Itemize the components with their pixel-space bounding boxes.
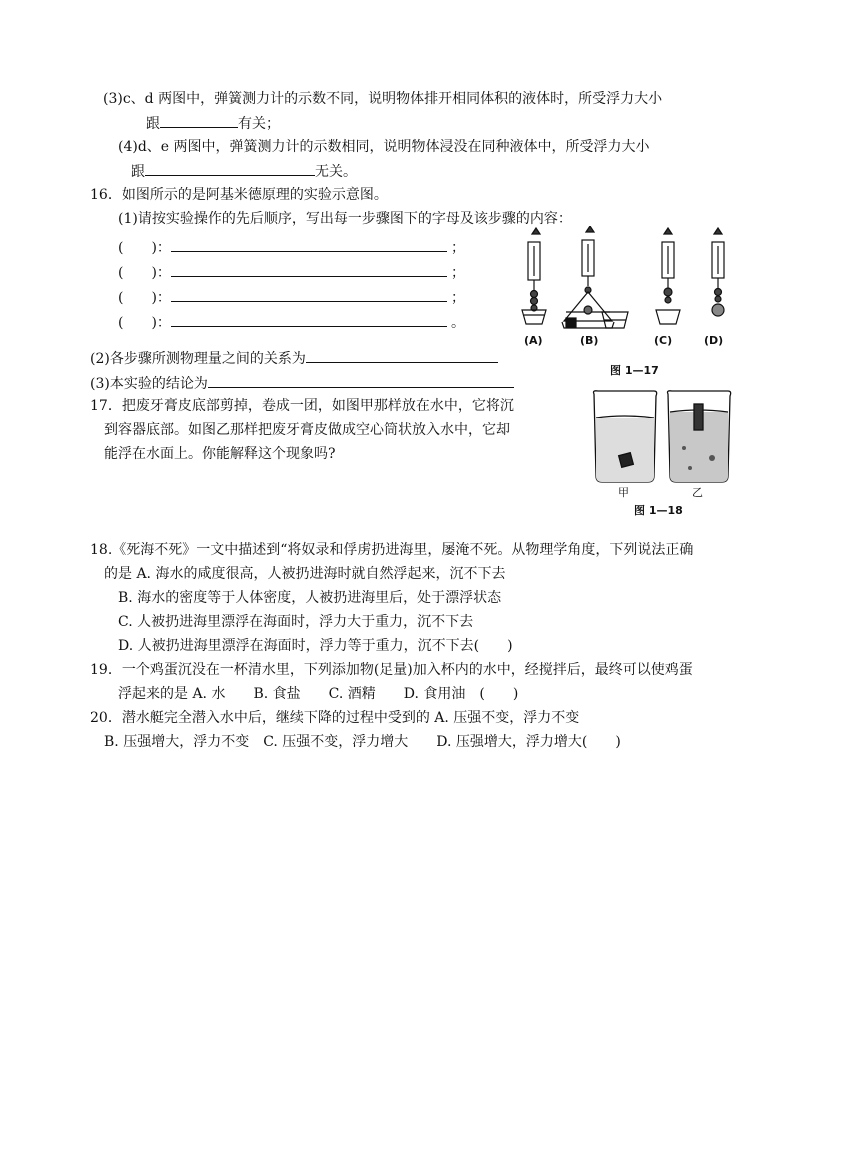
- q15-part4-suffix: 无关。: [315, 164, 357, 180]
- q18-option-d: D. 人被扔进海里漂浮在海面时，浮力等于重力，沉不下去( ): [118, 638, 513, 654]
- q20-line1: 20．潜水艇完全潜入水中后，继续下降的过程中受到的 A. 压强不变，浮力不变: [90, 710, 580, 726]
- q18-option-b: B. 海水的密度等于人体密度，人被扔进海里后，处于漂浮状态: [118, 590, 502, 606]
- q15-part3-blank[interactable]: [160, 113, 238, 128]
- fig17-caption: 图 1—17: [610, 364, 659, 377]
- q16-part2: [90, 348, 498, 369]
- q16-step-2: [118, 262, 465, 283]
- q16-part1: (1)请按实验操作的先后顺序，写出每一步骤图下的字母及该步骤的内容：: [118, 211, 572, 227]
- q16-part3-blank[interactable]: [208, 373, 514, 388]
- q16-part2-text: (2)各步骤所测物理量之间的关系为: [90, 351, 306, 367]
- q16-step-3-paren: ( )：: [118, 290, 171, 306]
- q16-step-3-end: ；: [450, 290, 465, 306]
- q15-part4-blank[interactable]: [145, 161, 315, 176]
- q17-line3: 能浮在水面上。你能解释这个现象吗?: [104, 446, 336, 462]
- q16-part2-blank[interactable]: [306, 348, 498, 363]
- q18-line1: 18.《死海不死》一文中描述到“将奴录和俘虏扔进海里，屡淹不死。从物理学角度，下列说法正确: [90, 542, 694, 558]
- archimedes-experiment-drawing: [518, 226, 744, 376]
- q15-part3-line2: [146, 113, 280, 134]
- fig17-label-b: (B): [580, 334, 599, 347]
- q15-part4-prefix: 跟: [131, 164, 145, 180]
- q15-part4-line1: (4)d、e 两图中，弹簧测力计的示数相同，说明物体浸没在同种液体中，所受浮力大小: [118, 139, 650, 155]
- fig17-label-a: (A): [524, 334, 543, 347]
- figure-1-17: [518, 226, 744, 376]
- q15-part3-suffix: 有关；: [238, 116, 280, 132]
- q16-step-3: [118, 287, 465, 308]
- figure-1-18: [588, 388, 738, 520]
- fig17-label-c: (C): [654, 334, 673, 347]
- q17-line1: 17．把废牙膏皮底部剪掉，卷成一团，如图甲那样放在水中，它将沉: [90, 398, 514, 414]
- q16-step-4-paren: ( )：: [118, 315, 171, 331]
- q19-line2: 浮起来的是 A. 水 B. 食盐 C. 酒精 D. 食用油 ( ): [118, 686, 519, 702]
- q16-step-1-blank[interactable]: [171, 237, 447, 252]
- q16-step-3-blank[interactable]: [171, 287, 447, 302]
- q19-line1: 19．一个鸡蛋沉没在一杯清水里，下列添加物(足量)加入杯内的水中，经搅拌后，最终可以使鸡蛋: [90, 662, 693, 678]
- q16-step-4: [118, 312, 465, 333]
- fig17-label-d: (D): [704, 334, 724, 347]
- toothpaste-beakers-drawing: [588, 388, 738, 484]
- q16-part3: [90, 373, 514, 394]
- q16-step-2-paren: ( )：: [118, 265, 171, 281]
- q16-step-1-paren: ( )：: [118, 240, 171, 256]
- q16-step-2-blank[interactable]: [171, 262, 447, 277]
- q15-part4-line2: [131, 161, 357, 182]
- q16-step-1-end: ；: [450, 240, 465, 256]
- fig18-label-jia: 甲: [618, 486, 629, 499]
- q15-part3-prefix: 跟: [146, 116, 160, 132]
- q18-line2: 的是 A. 海水的咸度很高，人被扔进海时就自然浮起来，沉不下去: [104, 566, 506, 582]
- q15-part3-line1: (3)c、d 两图中，弹簧测力计的示数不同，说明物体排开相同体积的液体时，所受浮力大小: [103, 91, 663, 107]
- q18-option-c: C. 人被扔进海里漂浮在海面时，浮力大于重力，沉不下去: [118, 614, 474, 630]
- fig18-caption: 图 1—18: [634, 504, 683, 517]
- q16-part3-text: (3)本实验的结论为: [90, 376, 208, 392]
- q16-step-4-end: 。: [450, 315, 465, 331]
- q16-stem: 16．如图所示的是阿基米德原理的实验示意图。: [90, 187, 388, 203]
- q16-step-2-end: ；: [450, 265, 465, 281]
- fig18-label-yi: 乙: [692, 486, 703, 499]
- q16-step-4-blank[interactable]: [171, 312, 447, 327]
- q20-line2: B. 压强增大，浮力不变 C. 压强不变，浮力增大 D. 压强增大，浮力增大( ): [104, 734, 621, 750]
- q17-line2: 到容器底部。如图乙那样把废牙膏皮做成空心筒状放入水中，它却: [104, 422, 510, 438]
- q16-step-1: [118, 237, 465, 258]
